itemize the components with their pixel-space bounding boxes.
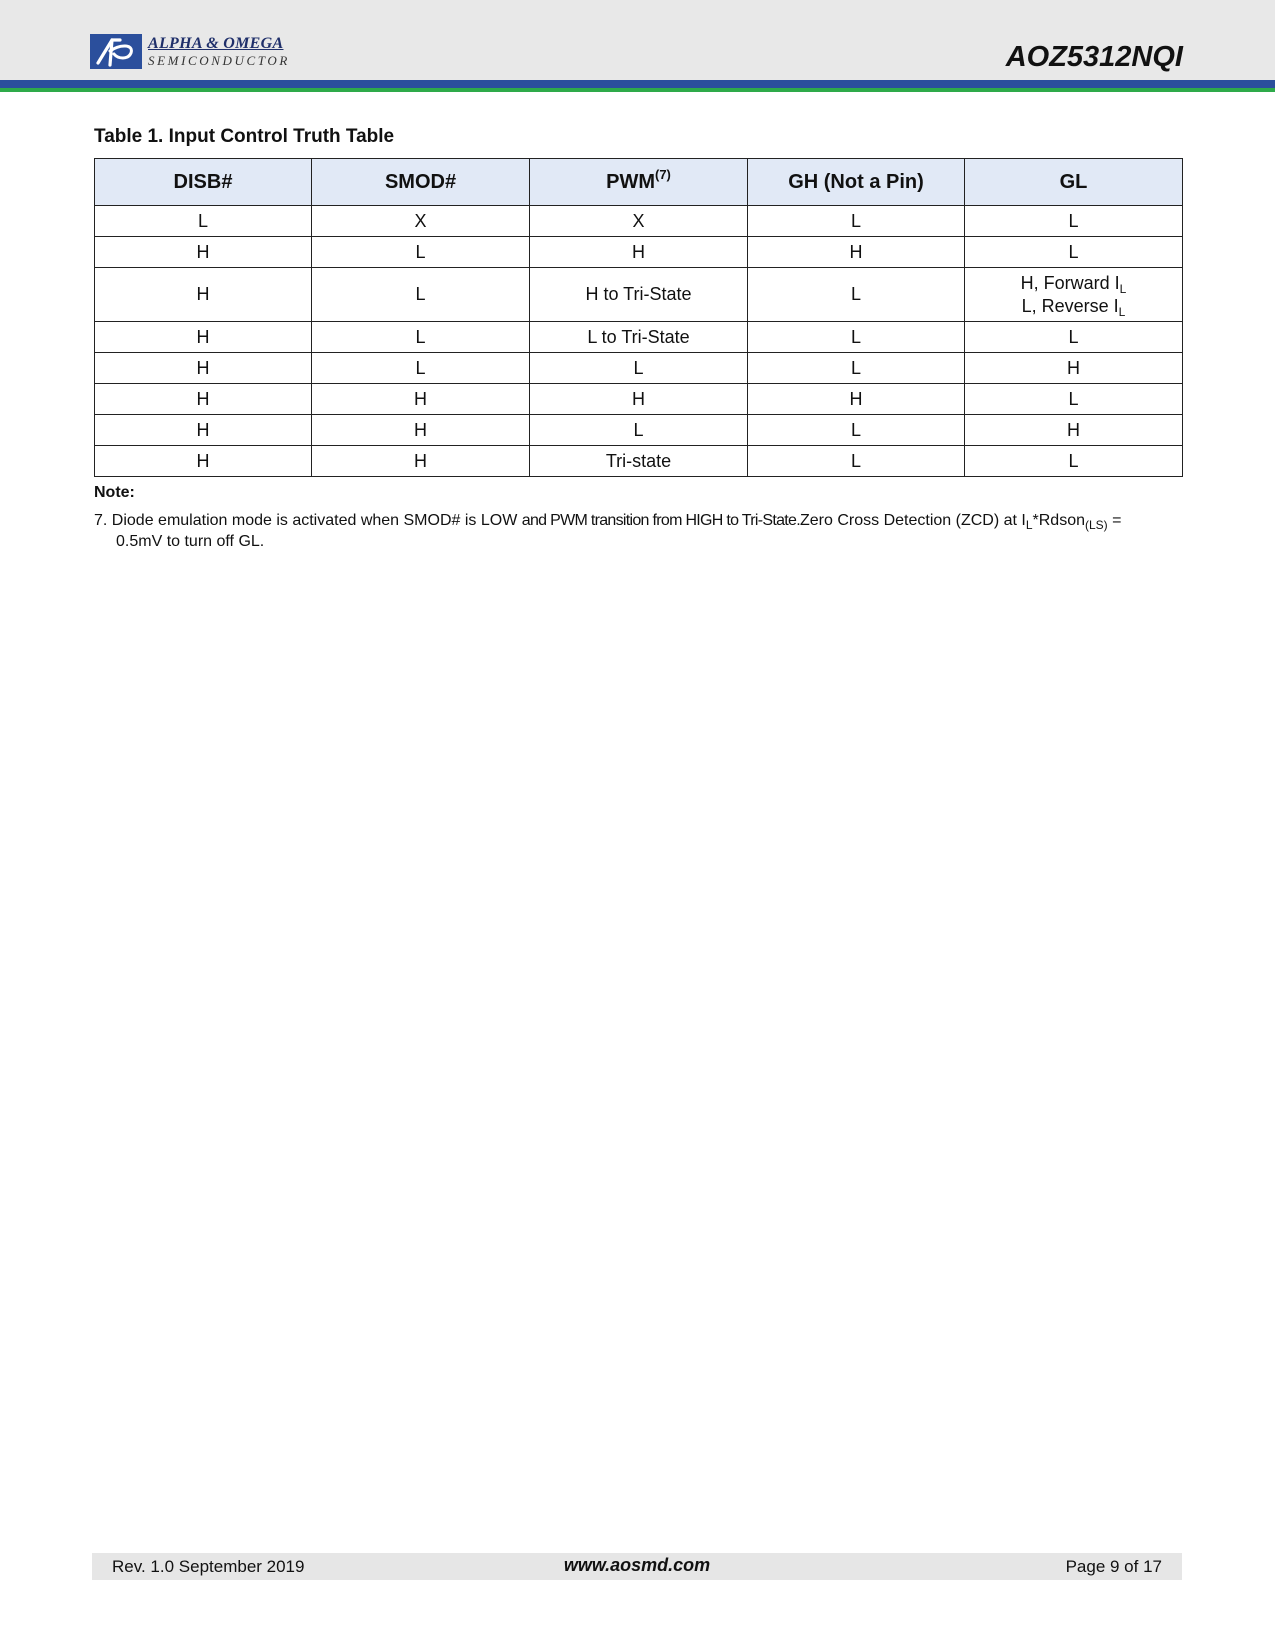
cell-disb: H bbox=[95, 353, 312, 384]
aos-logo-icon bbox=[90, 34, 142, 69]
table-row bbox=[95, 322, 1183, 353]
header-disb: DISB# bbox=[95, 159, 312, 206]
cell-smod: L bbox=[312, 268, 530, 322]
cell-pwm: L to Tri-State bbox=[530, 322, 748, 353]
cell-gl: L bbox=[965, 206, 1183, 237]
footnote-subscript-l: L bbox=[1025, 518, 1033, 532]
gl-forward-subscript: L bbox=[1119, 281, 1127, 296]
cell-disb: H bbox=[95, 268, 312, 322]
cell-gl: H bbox=[965, 353, 1183, 384]
footnote-line2: 0.5mV to turn off GL. bbox=[116, 533, 265, 550]
header-blue-rule bbox=[0, 80, 1275, 88]
cell-gh: H bbox=[748, 384, 965, 415]
cell-gl: L bbox=[965, 446, 1183, 477]
cell-pwm: H bbox=[530, 384, 748, 415]
gl-reverse-line bbox=[965, 295, 1182, 318]
cell-smod: L bbox=[312, 353, 530, 384]
footnote-7 bbox=[94, 510, 1184, 552]
truth-table bbox=[94, 158, 1183, 477]
gl-reverse-subscript: L bbox=[1118, 304, 1126, 319]
cell-pwm: L bbox=[530, 353, 748, 384]
cell-gl bbox=[965, 268, 1183, 322]
cell-gl: L bbox=[965, 322, 1183, 353]
footnote-text-b: and PWM transition from HIGH to Tri-State. bbox=[521, 512, 800, 529]
table-row bbox=[95, 384, 1183, 415]
cell-gh: H bbox=[748, 237, 965, 268]
company-logo bbox=[90, 34, 290, 69]
cell-gh: L bbox=[748, 268, 965, 322]
table-header-row bbox=[95, 159, 1183, 206]
cell-smod: L bbox=[312, 237, 530, 268]
gl-forward-text: H, Forward I bbox=[1020, 272, 1120, 293]
footnote-ref: (7) bbox=[655, 166, 671, 182]
header-gl: GL bbox=[965, 159, 1183, 206]
header-pwm bbox=[530, 159, 748, 206]
brand-subtitle: SEMICONDUCTOR bbox=[148, 52, 290, 68]
cell-smod: H bbox=[312, 384, 530, 415]
footnote-text-e: = bbox=[1107, 512, 1122, 529]
cell-disb: H bbox=[95, 446, 312, 477]
part-number: AOZ5312NQI bbox=[1005, 41, 1183, 73]
cell-gh: L bbox=[748, 353, 965, 384]
footer-bar bbox=[92, 1553, 1182, 1580]
table-row bbox=[95, 415, 1183, 446]
footnote-text-c: Zero Cross Detection (ZCD) at I bbox=[800, 512, 1026, 529]
cell-disb: L bbox=[95, 206, 312, 237]
footnote-subscript-ls: (LS) bbox=[1085, 518, 1108, 532]
cell-pwm: L bbox=[530, 415, 748, 446]
table-row bbox=[95, 206, 1183, 237]
note-label: Note: bbox=[94, 484, 135, 501]
cell-smod: X bbox=[312, 206, 530, 237]
cell-disb: H bbox=[95, 237, 312, 268]
header-green-rule bbox=[0, 88, 1275, 92]
cell-pwm: Tri-state bbox=[530, 446, 748, 477]
cell-pwm: H bbox=[530, 237, 748, 268]
cell-pwm: H to Tri-State bbox=[530, 268, 748, 322]
table-row bbox=[95, 237, 1183, 268]
cell-smod: H bbox=[312, 415, 530, 446]
cell-disb: H bbox=[95, 415, 312, 446]
table-row bbox=[95, 353, 1183, 384]
footnote-line1 bbox=[94, 510, 1184, 531]
website-link[interactable]: www.aosmd.com bbox=[563, 1555, 711, 1575]
footnote-text-a: 7. Diode emulation mode is activated when SMOD# is LOW bbox=[94, 512, 522, 529]
revision-text: Rev. 1.0 September 2019 bbox=[112, 1557, 305, 1576]
gl-forward-line bbox=[965, 272, 1182, 295]
cell-gh: L bbox=[748, 446, 965, 477]
cell-disb: H bbox=[95, 384, 312, 415]
cell-gl: H bbox=[965, 415, 1183, 446]
table-title: Table 1. Input Control Truth Table bbox=[94, 126, 395, 147]
header-gh: GH (Not a Pin) bbox=[748, 159, 965, 206]
cell-gh: L bbox=[748, 206, 965, 237]
footnote-text-d: *Rdson bbox=[1032, 512, 1085, 529]
cell-gl: L bbox=[965, 237, 1183, 268]
brand-name: ALPHA & OMEGA bbox=[148, 34, 284, 52]
cell-gl: L bbox=[965, 384, 1183, 415]
gl-reverse-text: L, Reverse I bbox=[1021, 295, 1119, 316]
cell-gh: L bbox=[748, 322, 965, 353]
header-pwm-label: PWM bbox=[606, 170, 655, 193]
cell-smod: H bbox=[312, 446, 530, 477]
page-number: Page 9 of 17 bbox=[1065, 1557, 1162, 1576]
table-row bbox=[95, 268, 1183, 322]
cell-smod: L bbox=[312, 322, 530, 353]
cell-disb: H bbox=[95, 322, 312, 353]
table-row bbox=[95, 446, 1183, 477]
cell-pwm: X bbox=[530, 206, 748, 237]
header-smod: SMOD# bbox=[312, 159, 530, 206]
cell-gh: L bbox=[748, 415, 965, 446]
